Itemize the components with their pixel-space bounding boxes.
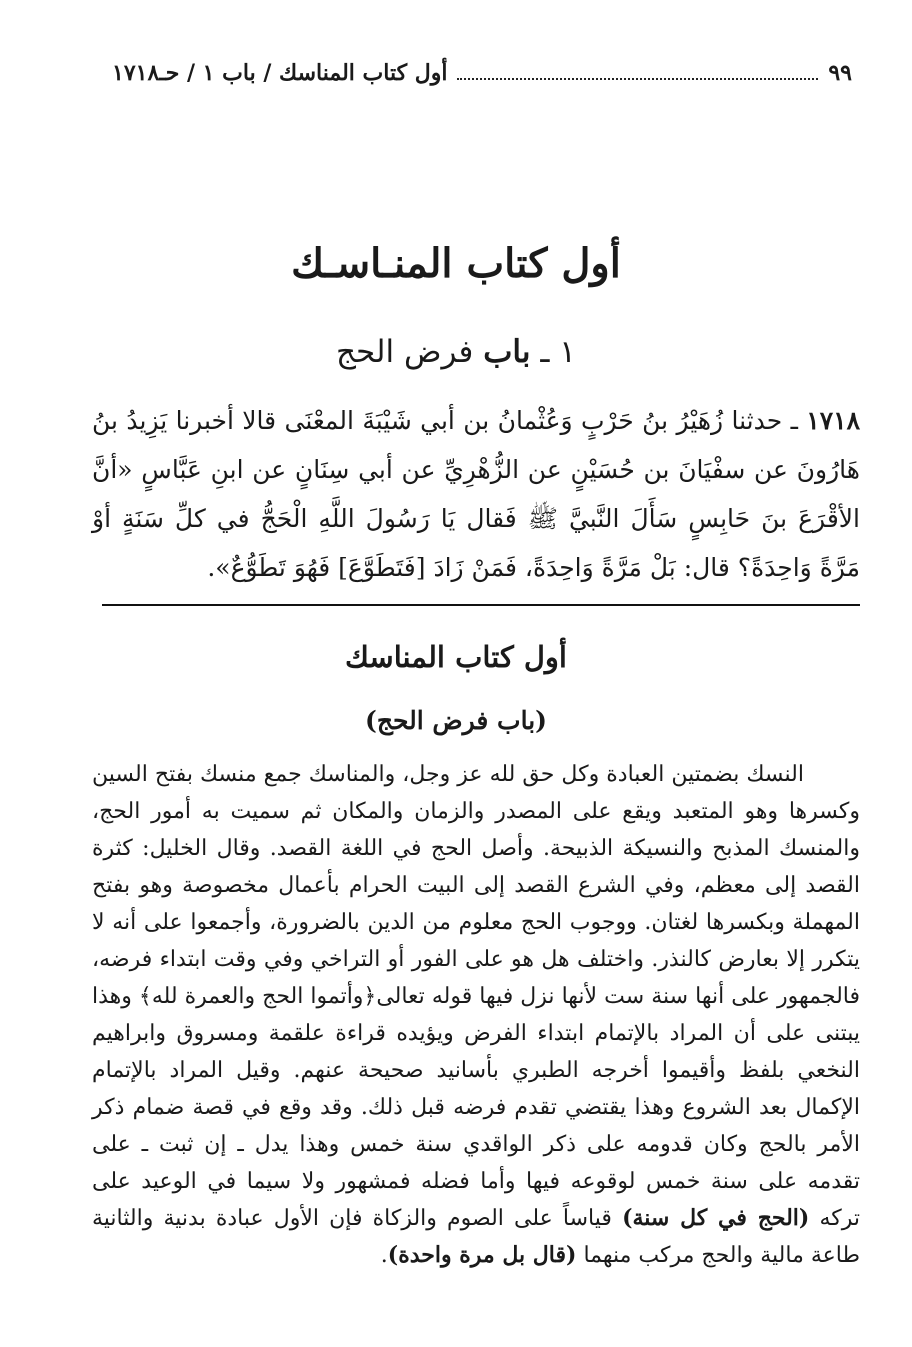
commentary-title: أول كتاب المناسك	[344, 640, 567, 674]
commentary-subtitle: (باب فرض الحج)	[365, 706, 547, 735]
running-header	[112, 56, 852, 90]
running-title: أول كتاب المناسك / باب ١ / حـ١٧١٨	[112, 60, 448, 86]
hadith-number: ١٧١٨	[806, 406, 860, 435]
section-divider	[102, 604, 860, 606]
commentary-quote-1: (الحج في كل سنة)	[622, 1205, 810, 1231]
chapter-label: باب	[483, 334, 531, 370]
commentary-part-2: قياساً على الصوم والزكاة فإن الأول عبادة بدنية والثانية طاعة مالية والحج مركب منهما	[92, 1206, 860, 1268]
hadith-body: ـ حدثنا زُهَيْرُ بنُ حَرْبٍ وَعُثْمانُ بن أبي شَيْبَةَ المعْنَى قالا أخبرنا يَزِيدُ بنُ هَارُونَ عن سفْيَانَ بن حُسَيْنٍ عن الزُّهْرِيِّ عن أبي سِنَانٍ عن ابنِ عَبَّاسٍ «أنَّ الأقْرَعَ بنَ حَابِسٍ سَأَلَ النَّبيَّ ﷺ فَقال يَا رَسُولَ اللَّهِ الْحَجُّ في كلِّ سَنَةٍ أوْ مَرَّةً وَاحِدَةً؟ قال: بَلْ مَرَّةً وَاحِدَةً، فَمَنْ زَادَ [فَتَطَوَّعَ] فَهُوَ تَطَوُّعٌ».	[92, 406, 860, 582]
chapter-heading	[0, 334, 912, 370]
chapter-number: ١ ـ	[540, 334, 576, 370]
commentary-part-1: النسك بضمتين العبادة وكل حق لله عز وجل، والمناسك جمع منسك بفتح السين وكسرها وهو المتعبد ويقع على المصدر والزمان والمكان ثم سميت به أمور الحج، والمنسك المذبح والنسيكة الذبيحة. وأصل الحج في اللغة القصد. وقال الخليل: كثرة القصد إلى معظم، وفي الشرع القصد إلى البيت الحرام بأعمال مخصوصة وهو بفتح المهملة وبكسرها لغتان. ووجوب الحج معلوم من الدين بالضرورة، وأجمعوا على أنه لا يتكرر إلا بعارض كالنذر. واختلف هل هو على الفور أو التراخي وفي وقت ابتداء فرضه، فالجمهور على أنها سنة ست لأنها نزل فيها قوله تعالى﴿وأتموا الحج والعمرة لله﴾ وهذا يبتنى على أن المراد بالإتمام ابتداء الفرض ويؤيده قراءة علقمة ومسروق وابراهيم النخعي بلفظ وأقيموا أخرجه الطبري بأسانيد صحيحة عنهم. وقيل المراد بالإتمام الإكمال بعد الشروع وهذا يقتضي تقدم فرضه قبل ذلك. وقد وقع في قصة ضمام ذكر الأمر بالحج وكان قدومه على ذكر الواقدي سنة خمس وهذا يدل ـ إن ثبت ـ على تقدمه على سنة خمس لوقوعه فيها وأما فضله فمشهور ولا سيما في الوعيد على تركه	[92, 762, 861, 1231]
leader-dots	[457, 66, 818, 80]
commentary-end: .	[380, 1243, 388, 1268]
book-title: أول كتاب المنـاسـك	[291, 240, 621, 287]
chapter-title: فرض الحج	[336, 334, 474, 370]
hadith-text	[92, 396, 860, 592]
commentary-quote-2: (قال بل مرة واحدة)	[387, 1242, 577, 1268]
commentary-body	[92, 756, 860, 1274]
page-number: ٩٩	[828, 60, 852, 86]
